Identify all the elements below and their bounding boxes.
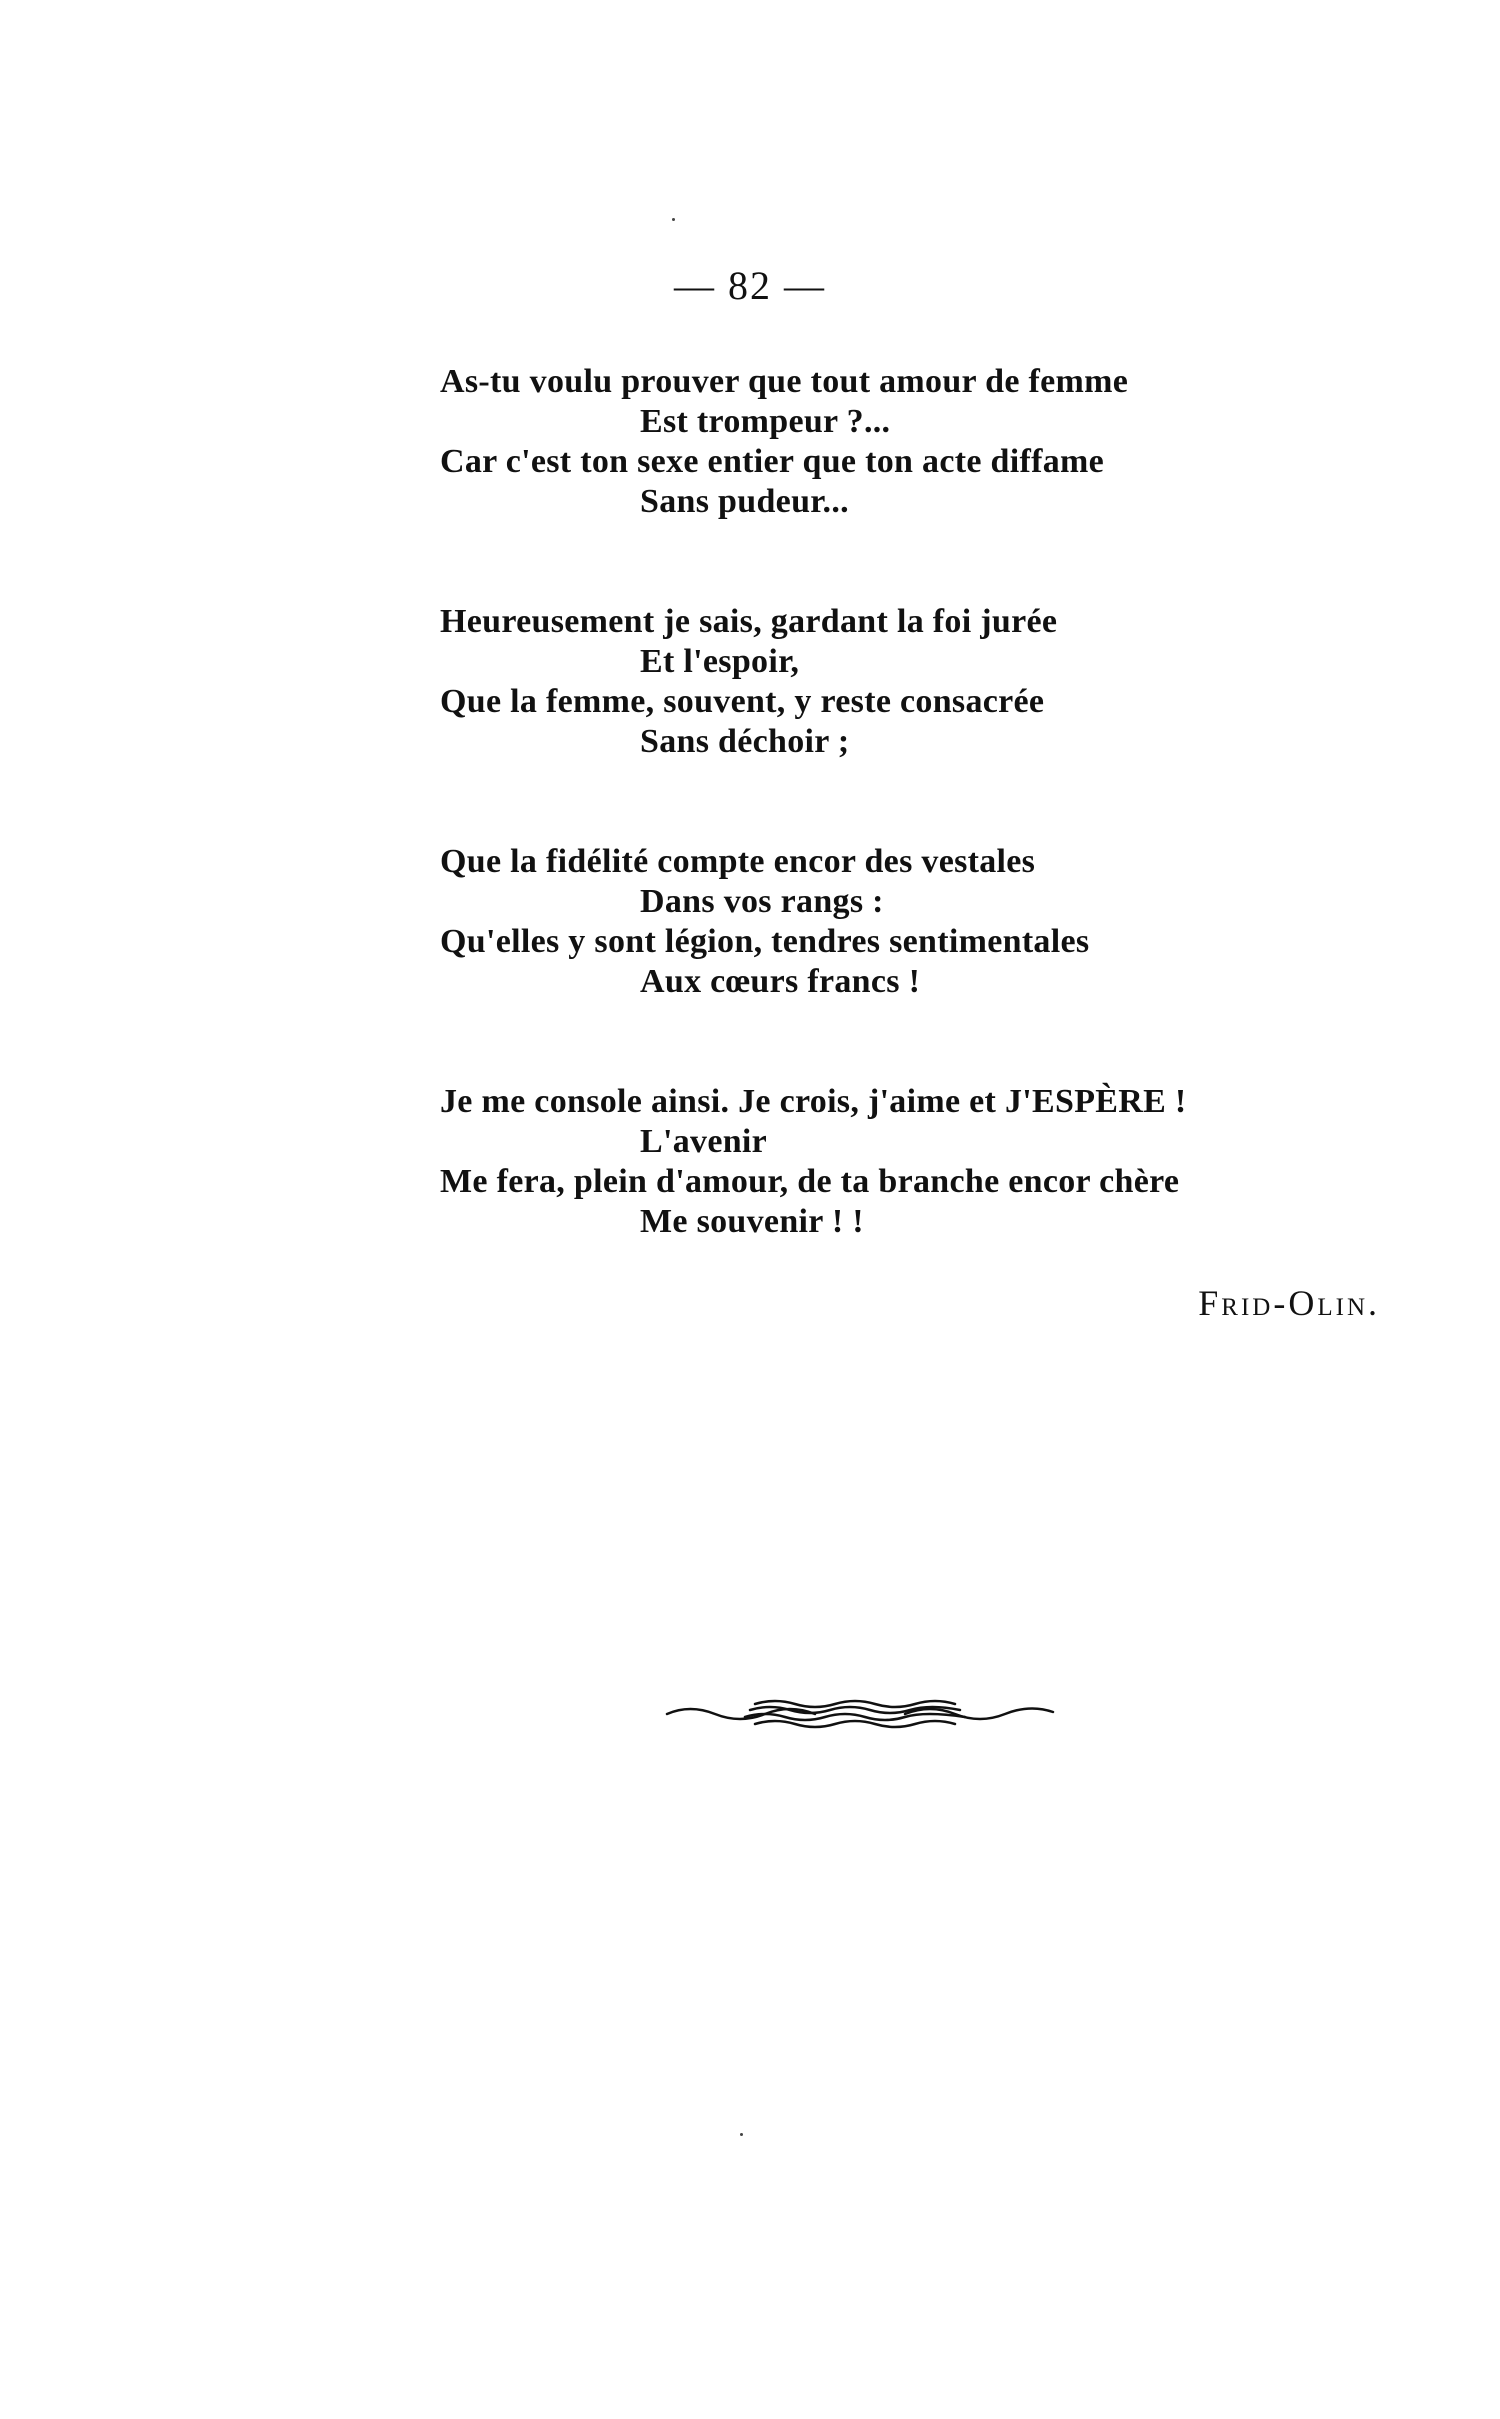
- verse-line: Que la fidélité compte encor des vestales: [440, 843, 1036, 880]
- verse-line: L'avenir: [640, 1123, 768, 1160]
- verse-line: Qu'elles y sont légion, tendres sentimentales: [440, 923, 1090, 960]
- verse-line: Me souvenir ! !: [640, 1203, 864, 1240]
- stanza-2: [440, 602, 1200, 762]
- author-signature: Frid-Olin.: [1198, 1283, 1380, 1323]
- wave-tailpiece-ornament-icon: [665, 1690, 1055, 1738]
- stanza-1: [440, 362, 1200, 522]
- stanza-3: [440, 842, 1200, 1002]
- verse-line: Que la femme, souvent, y reste consacrée: [440, 683, 1045, 720]
- poem: [440, 362, 1200, 1322]
- verse-line: Est trompeur ?...: [640, 403, 891, 440]
- verse-line: As-tu voulu prouver que tout amour de femme: [440, 363, 1129, 400]
- verse-line: Heureusement je sais, gardant la foi jurée: [440, 603, 1058, 640]
- verse-line: Sans déchoir ;: [640, 723, 850, 760]
- verse-line: Car c'est ton sexe entier que ton acte diffame: [440, 443, 1105, 480]
- print-speck: [672, 218, 675, 221]
- stanza-4: [440, 1082, 1200, 1242]
- verse-line: Me fera, plein d'amour, de ta branche encor chère: [440, 1163, 1180, 1200]
- verse-line: Aux cœurs francs !: [640, 963, 921, 1000]
- page-number: — 82 —: [674, 263, 826, 308]
- print-speck: [740, 2133, 743, 2136]
- verse-line: Et l'espoir,: [640, 643, 800, 680]
- verse-line: Sans pudeur...: [640, 483, 849, 520]
- verse-line: Dans vos rangs :: [640, 883, 884, 920]
- verse-line: Je me console ainsi. Je crois, j'aime et J'ESPÈRE !: [440, 1083, 1187, 1120]
